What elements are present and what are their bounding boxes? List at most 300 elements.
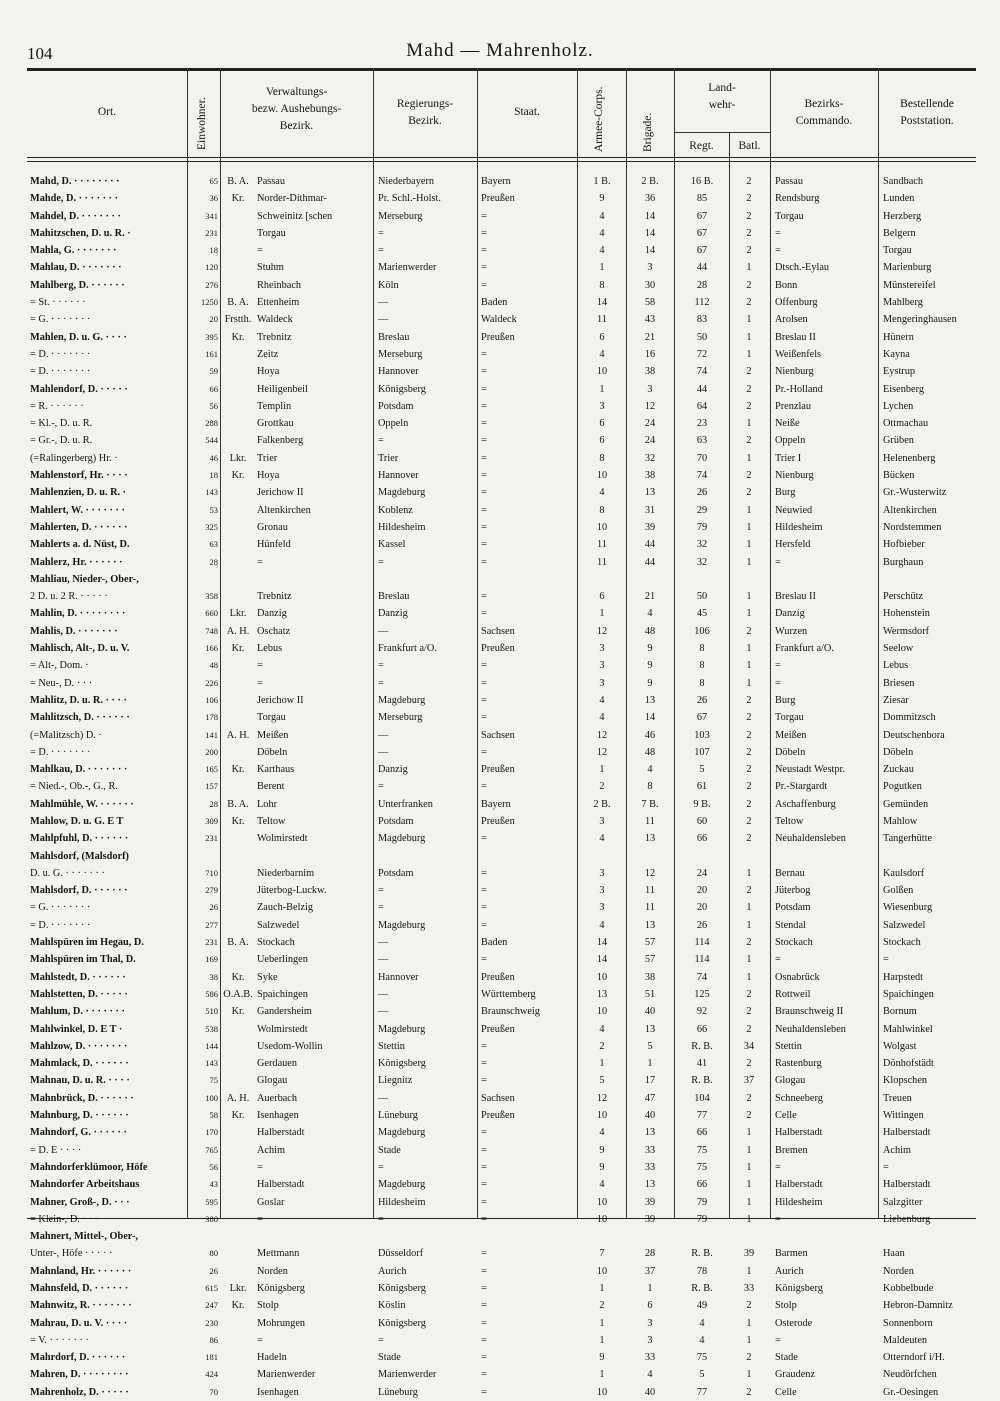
place-name-cell: Mahlerz, Hr. · · · · · · bbox=[30, 556, 123, 568]
government-district-cell: Hannover bbox=[378, 971, 419, 983]
landwehr-battalion-cell: 1 bbox=[746, 971, 752, 983]
place-name-cell: = St. · · · · · · bbox=[30, 297, 86, 309]
admin-district-cell: Gronau bbox=[257, 521, 288, 533]
army-corps-cell: 6 bbox=[599, 331, 605, 343]
admin-district-cell: Spaichingen bbox=[257, 988, 308, 1000]
brigade-cell: 9 bbox=[647, 643, 653, 655]
post-station-cell: Klopschen bbox=[883, 1075, 928, 1087]
population-cell: 231 bbox=[205, 937, 218, 948]
army-corps-cell: 1 bbox=[599, 1058, 605, 1070]
population-cell: 615 bbox=[205, 1283, 218, 1293]
post-station-cell: Altenkirchen bbox=[883, 504, 937, 516]
admin-district-cell: Norden bbox=[257, 1265, 288, 1277]
place-name-cell: = D. · · · · · · · bbox=[30, 919, 91, 931]
post-station-cell: Hünern bbox=[883, 331, 914, 343]
district-command-cell: Jüterbog bbox=[775, 885, 811, 897]
post-station-cell: Maldeuten bbox=[883, 1334, 928, 1346]
state-cell: = bbox=[481, 435, 487, 447]
post-station-cell: Lebus bbox=[883, 660, 909, 672]
table-row bbox=[0, 727, 1000, 744]
army-corps-cell: 6 bbox=[599, 418, 605, 430]
table-row bbox=[0, 294, 1000, 311]
population-cell: 161 bbox=[205, 348, 218, 359]
government-district-cell: — bbox=[378, 1092, 389, 1104]
government-district-cell: Stettin bbox=[378, 1040, 405, 1052]
state-cell: = bbox=[481, 539, 487, 551]
header-einwohner: Einwohner. bbox=[196, 97, 208, 150]
admin-district-cell: Isenhagen bbox=[257, 1386, 299, 1398]
header-verwaltung-line-2: bezw. Aushebungs- bbox=[251, 103, 342, 115]
admin-type-cell: Lkr. bbox=[229, 452, 247, 464]
landwehr-battalion-cell: 2 bbox=[746, 833, 752, 845]
government-district-cell: = bbox=[378, 1161, 384, 1173]
post-station-cell: Wermsdorf bbox=[883, 625, 930, 637]
brigade-cell: 37 bbox=[644, 1265, 656, 1277]
population-cell: 341 bbox=[205, 210, 218, 221]
brigade-cell: 4 bbox=[647, 608, 653, 620]
landwehr-battalion-cell: 2 bbox=[746, 400, 752, 412]
header-bezirks-line-1: Bezirks- bbox=[804, 98, 844, 110]
population-cell: 38 bbox=[209, 971, 218, 982]
brigade-cell: 1 bbox=[647, 1058, 653, 1070]
population-cell: 65 bbox=[209, 176, 218, 186]
army-corps-cell: 10 bbox=[596, 521, 608, 533]
government-district-cell: Unterfranken bbox=[378, 798, 433, 810]
header-landwehr-line-2: wehr- bbox=[708, 99, 736, 111]
table-row bbox=[0, 796, 1000, 813]
admin-district-cell: = bbox=[257, 1161, 263, 1173]
table-row bbox=[0, 432, 1000, 449]
government-district-cell: = bbox=[378, 1334, 384, 1346]
admin-district-cell: Mettmann bbox=[257, 1248, 300, 1260]
population-cell: 56 bbox=[209, 1161, 218, 1172]
table-row bbox=[0, 1245, 1000, 1262]
army-corps-cell: 1 bbox=[599, 262, 605, 274]
table-row bbox=[0, 761, 1000, 778]
post-station-cell: Otterndorf i/H. bbox=[883, 1352, 945, 1364]
government-district-cell: Magdeburg bbox=[378, 1127, 426, 1139]
population-cell: 309 bbox=[205, 815, 218, 826]
post-station-cell: Perschütz bbox=[883, 591, 924, 603]
army-corps-cell: 14 bbox=[596, 297, 608, 309]
district-command-cell: Stade bbox=[775, 1352, 798, 1364]
army-corps-cell: 12 bbox=[596, 746, 608, 758]
admin-type-cell: B. A. bbox=[227, 798, 249, 810]
place-name-cell: Mahlerts a. d. Nüst, D. bbox=[30, 539, 130, 551]
brigade-cell: 39 bbox=[644, 521, 656, 533]
place-name-cell: Mahlkau, D. · · · · · · · bbox=[30, 764, 128, 776]
post-station-cell: Dommitzsch bbox=[883, 712, 936, 724]
place-name-cell: Mahndorf, G. · · · · · · bbox=[30, 1127, 127, 1139]
state-cell: = bbox=[481, 383, 487, 395]
army-corps-cell: 1 bbox=[599, 764, 605, 776]
landwehr-battalion-cell: 1 bbox=[746, 1213, 752, 1225]
army-corps-cell: 4 bbox=[599, 712, 605, 724]
landwehr-sub-rule bbox=[674, 132, 770, 133]
table-row bbox=[0, 640, 1000, 657]
admin-district-cell: Halberstadt bbox=[257, 1127, 305, 1139]
population-cell: 75 bbox=[209, 1075, 218, 1086]
post-station-cell: Norden bbox=[883, 1265, 914, 1277]
brigade-cell: 47 bbox=[644, 1092, 656, 1104]
district-command-cell: Rottweil bbox=[775, 988, 811, 1000]
table-row bbox=[0, 1090, 1000, 1107]
army-corps-cell: 4 bbox=[599, 919, 605, 931]
admin-type-cell: O.A.B. bbox=[223, 988, 253, 1000]
brigade-cell: 31 bbox=[644, 504, 656, 516]
brigade-cell: 57 bbox=[644, 937, 656, 949]
district-command-cell: Bremen bbox=[775, 1144, 808, 1156]
table-row bbox=[0, 588, 1000, 605]
state-cell: = bbox=[481, 1144, 487, 1156]
population-cell: 166 bbox=[205, 643, 218, 654]
admin-district-cell: = bbox=[257, 1334, 263, 1346]
landwehr-battalion-cell: 2 bbox=[746, 1006, 752, 1018]
landwehr-battalion-cell: 2 bbox=[746, 1352, 752, 1364]
population-cell: 165 bbox=[205, 764, 218, 775]
post-station-cell: Golßen bbox=[883, 885, 914, 897]
army-corps-cell: 1 bbox=[599, 383, 605, 395]
state-cell: = bbox=[481, 677, 487, 689]
admin-district-cell: Stolp bbox=[257, 1300, 279, 1312]
landwehr-regiment-cell: 67 bbox=[696, 210, 708, 222]
state-cell: = bbox=[481, 1040, 487, 1052]
government-district-cell: = bbox=[378, 435, 384, 447]
government-district-cell: Breslau bbox=[378, 591, 410, 603]
place-name-cell: = Neu-, D. · · · bbox=[30, 677, 93, 689]
state-cell: Württemberg bbox=[481, 988, 536, 1000]
government-district-cell: Danzig bbox=[378, 608, 408, 620]
population-cell: 544 bbox=[205, 435, 218, 446]
table-row bbox=[0, 208, 1000, 225]
admin-district-cell: Norder-Dithmar- bbox=[257, 193, 327, 205]
brigade-cell: 14 bbox=[644, 227, 656, 239]
admin-type-cell: Lkr. bbox=[229, 1283, 247, 1294]
post-station-cell: Deutschenbora bbox=[883, 729, 945, 741]
place-name-cell: Mahnsfeld, D. · · · · · · bbox=[30, 1283, 129, 1294]
district-command-cell: Braunschweig II bbox=[775, 1006, 844, 1018]
population-cell: 53 bbox=[209, 504, 218, 515]
district-command-cell: Pr.-Holland bbox=[775, 383, 823, 395]
state-cell: = bbox=[481, 781, 487, 793]
landwehr-battalion-cell: 1 bbox=[746, 348, 752, 360]
admin-district-cell: Hoya bbox=[257, 366, 280, 378]
brigade-cell: 33 bbox=[644, 1352, 656, 1364]
post-station-cell: Salzgitter bbox=[883, 1196, 923, 1208]
army-corps-cell: 4 bbox=[599, 227, 605, 239]
header-rule bbox=[27, 157, 976, 158]
admin-district-cell: Grottkau bbox=[257, 418, 294, 430]
post-station-cell: Ziesar bbox=[883, 694, 909, 706]
landwehr-battalion-cell: 1 bbox=[746, 539, 752, 551]
table-row bbox=[0, 969, 1000, 986]
top-rule bbox=[27, 68, 976, 71]
government-district-cell: Danzig bbox=[378, 764, 408, 776]
state-cell: = bbox=[481, 400, 487, 412]
place-name-cell: = D. E · · · · bbox=[30, 1144, 82, 1156]
district-command-cell: Torgau bbox=[775, 712, 804, 724]
place-name-cell: (=Malitzsch) D. · bbox=[30, 729, 102, 741]
table-row bbox=[0, 242, 1000, 259]
brigade-cell: 5 bbox=[647, 1040, 653, 1052]
table-row bbox=[0, 882, 1000, 899]
header-regt: Regt. bbox=[689, 140, 714, 152]
government-district-cell: Aurich bbox=[378, 1265, 407, 1277]
table-row bbox=[0, 173, 1000, 190]
landwehr-battalion-cell: 1 bbox=[746, 643, 752, 655]
landwehr-regiment-cell: 66 bbox=[696, 1179, 708, 1191]
army-corps-cell: 4 bbox=[599, 487, 605, 499]
post-station-cell: = bbox=[883, 1161, 889, 1173]
place-name-cell: Mahlis, D. · · · · · · · bbox=[30, 625, 118, 637]
table-row bbox=[0, 398, 1000, 415]
brigade-cell: 6 bbox=[647, 1300, 653, 1312]
government-district-cell: Pr. Schl.-Holst. bbox=[378, 193, 441, 205]
landwehr-battalion-cell: 1 bbox=[746, 314, 752, 326]
landwehr-regiment-cell: 45 bbox=[696, 608, 708, 620]
post-station-cell: Hofbieber bbox=[883, 539, 925, 551]
government-district-cell: Potsdam bbox=[378, 867, 414, 879]
landwehr-battalion-cell: 2 bbox=[746, 227, 752, 239]
table-row bbox=[0, 1280, 1000, 1297]
landwehr-regiment-cell: 24 bbox=[696, 867, 708, 879]
landwehr-regiment-cell: 107 bbox=[694, 746, 710, 758]
brigade-cell: 21 bbox=[644, 591, 656, 603]
landwehr-regiment-cell: 66 bbox=[696, 1023, 708, 1035]
population-cell: 538 bbox=[205, 1023, 218, 1034]
population-cell: 106 bbox=[205, 694, 218, 705]
landwehr-regiment-cell: 60 bbox=[696, 815, 708, 827]
place-name-cell: D. u. G. · · · · · · · bbox=[30, 867, 105, 879]
state-cell: = bbox=[481, 1248, 487, 1260]
table-row bbox=[0, 311, 1000, 328]
place-name-cell: Mahrau, D. u. V. · · · · bbox=[30, 1317, 128, 1329]
district-command-cell: Graudenz bbox=[775, 1369, 816, 1381]
state-cell: = bbox=[481, 1196, 487, 1208]
admin-district-cell: Ueberlingen bbox=[257, 954, 308, 966]
district-command-cell: = bbox=[775, 1213, 781, 1225]
post-station-cell: Nordstemmen bbox=[883, 521, 942, 533]
brigade-cell: 13 bbox=[644, 1179, 656, 1191]
government-district-cell: — bbox=[378, 746, 389, 758]
landwehr-battalion-cell: 2 bbox=[746, 712, 752, 724]
table-row bbox=[0, 830, 1000, 847]
place-name-cell: = G. · · · · · · · bbox=[30, 314, 91, 326]
post-station-cell: Mahlwinkel bbox=[883, 1023, 933, 1035]
district-command-cell: Stolp bbox=[775, 1300, 797, 1312]
header-rule-double bbox=[27, 161, 976, 162]
place-name-cell: Mahlwinkel, D. E T · bbox=[30, 1023, 123, 1035]
header-landwehr-line-1: Land- bbox=[708, 82, 736, 94]
population-cell: 288 bbox=[205, 418, 218, 429]
state-cell: = bbox=[481, 591, 487, 603]
place-name-cell: = V. · · · · · · · bbox=[30, 1334, 89, 1346]
brigade-cell: 13 bbox=[644, 1023, 656, 1035]
state-cell: = bbox=[481, 452, 487, 464]
post-station-cell: Treuen bbox=[883, 1092, 912, 1104]
landwehr-battalion-cell: 1 bbox=[746, 1127, 752, 1139]
landwehr-battalion-cell: 2 bbox=[746, 937, 752, 949]
government-district-cell: = bbox=[378, 677, 384, 689]
district-command-cell: Hildesheim bbox=[775, 1196, 823, 1208]
population-cell: 56 bbox=[209, 400, 218, 411]
table-row bbox=[0, 1211, 1000, 1228]
post-station-cell: Mahlow bbox=[883, 815, 918, 827]
landwehr-regiment-cell: 74 bbox=[696, 971, 708, 983]
landwehr-regiment-cell: 8 bbox=[699, 677, 705, 689]
header-landwehr bbox=[674, 80, 770, 114]
landwehr-battalion-cell: 2 bbox=[746, 297, 752, 309]
district-command-cell: Teltow bbox=[775, 815, 804, 827]
admin-type-cell: Kr. bbox=[231, 193, 245, 205]
admin-type-cell: B. A. bbox=[227, 937, 249, 949]
place-name-cell: Mahlberg, D. · · · · · · bbox=[30, 279, 125, 291]
brigade-cell: 13 bbox=[644, 487, 656, 499]
army-corps-cell: 10 bbox=[596, 1265, 608, 1277]
brigade-cell: 38 bbox=[644, 366, 656, 378]
landwehr-battalion-cell: 2 bbox=[746, 245, 752, 257]
district-command-cell: Aschaffenburg bbox=[775, 798, 836, 810]
admin-type-cell: Kr. bbox=[231, 470, 245, 482]
table-row bbox=[0, 467, 1000, 484]
post-station-cell: Münstereifel bbox=[883, 279, 936, 291]
district-command-cell: Rastenburg bbox=[775, 1058, 822, 1070]
state-cell: Baden bbox=[481, 297, 508, 309]
table-row bbox=[0, 1159, 1000, 1176]
brigade-cell: 46 bbox=[644, 729, 656, 741]
landwehr-regiment-cell: 77 bbox=[696, 1386, 708, 1398]
government-district-cell: Düsseldorf bbox=[378, 1248, 424, 1260]
admin-district-cell: Salzwedel bbox=[257, 919, 300, 931]
landwehr-regiment-cell: 49 bbox=[696, 1300, 708, 1312]
population-cell: 660 bbox=[205, 608, 218, 619]
army-corps-cell: 4 bbox=[599, 1127, 605, 1139]
brigade-cell: 3 bbox=[647, 1317, 653, 1329]
place-name-cell: Mahitzschen, D. u. R. · bbox=[30, 227, 131, 239]
brigade-cell: 39 bbox=[644, 1213, 656, 1225]
population-cell: 26 bbox=[209, 1265, 218, 1276]
state-cell: = bbox=[481, 712, 487, 724]
landwehr-regiment-cell: 28 bbox=[696, 279, 708, 291]
state-cell: Preußen bbox=[481, 764, 515, 776]
army-corps-cell: 6 bbox=[599, 435, 605, 447]
state-cell: Bayern bbox=[481, 798, 511, 810]
landwehr-regiment-cell: 41 bbox=[696, 1058, 708, 1070]
brigade-cell: 12 bbox=[644, 867, 656, 879]
district-command-cell: Stockach bbox=[775, 937, 813, 949]
state-cell: = bbox=[481, 1352, 487, 1364]
district-command-cell: Celle bbox=[775, 1386, 797, 1398]
population-cell: 230 bbox=[205, 1317, 218, 1328]
army-corps-cell: 10 bbox=[596, 1196, 608, 1208]
table-row bbox=[0, 1366, 1000, 1383]
government-district-cell: = bbox=[378, 885, 384, 897]
brigade-cell: 14 bbox=[644, 712, 656, 724]
table-row bbox=[0, 692, 1000, 709]
admin-district-cell: Hoya bbox=[257, 470, 280, 482]
admin-district-cell: Isenhagen bbox=[257, 1110, 299, 1122]
government-district-cell: = bbox=[378, 556, 384, 568]
state-cell: Sachsen bbox=[481, 729, 515, 741]
table-row bbox=[0, 346, 1000, 363]
post-station-cell: Spaichingen bbox=[883, 988, 934, 1000]
landwehr-battalion-cell: 2 bbox=[746, 815, 752, 827]
landwehr-battalion-cell: 39 bbox=[743, 1248, 755, 1260]
place-name-cell: = D. · · · · · · · bbox=[30, 348, 91, 360]
state-cell: = bbox=[481, 487, 487, 499]
population-cell: 59 bbox=[209, 366, 218, 377]
district-command-cell: = bbox=[775, 1334, 781, 1346]
army-corps-cell: 6 bbox=[599, 591, 605, 603]
army-corps-cell: 3 bbox=[599, 643, 605, 655]
landwehr-battalion-cell: 2 bbox=[746, 193, 752, 205]
place-name-cell: Mahnwitz, R. · · · · · · · bbox=[30, 1300, 132, 1312]
army-corps-cell: 11 bbox=[597, 314, 607, 326]
government-district-cell: Koblenz bbox=[378, 504, 413, 516]
admin-district-cell: Niederbarnim bbox=[257, 867, 315, 879]
district-command-cell: Oppeln bbox=[775, 435, 806, 447]
landwehr-regiment-cell: 16 B. bbox=[690, 176, 714, 187]
army-corps-cell: 8 bbox=[599, 504, 605, 516]
admin-district-cell: Torgau bbox=[257, 712, 286, 724]
population-cell: 748 bbox=[205, 625, 218, 636]
state-cell: = bbox=[481, 1213, 487, 1225]
army-corps-cell: 3 bbox=[599, 677, 605, 689]
government-district-cell: Frankfurt a/O. bbox=[378, 643, 437, 655]
landwehr-battalion-cell: 1 bbox=[746, 902, 752, 914]
table-row bbox=[0, 1332, 1000, 1349]
population-cell: 595 bbox=[205, 1196, 218, 1207]
government-district-cell: Marienwerder bbox=[378, 262, 437, 274]
admin-district-cell: Trebnitz bbox=[257, 331, 292, 343]
landwehr-regiment-cell: 75 bbox=[696, 1144, 708, 1156]
government-district-cell: Königsberg bbox=[378, 1317, 426, 1329]
admin-type-cell: Kr. bbox=[231, 815, 245, 827]
army-corps-cell: 10 bbox=[596, 470, 608, 482]
state-cell: = bbox=[481, 902, 487, 914]
district-command-cell: = bbox=[775, 556, 781, 568]
post-station-cell: Neudörfchen bbox=[883, 1369, 937, 1381]
district-command-cell: = bbox=[775, 660, 781, 672]
population-cell: 143 bbox=[205, 1058, 218, 1069]
population-cell: 765 bbox=[205, 1144, 218, 1155]
population-cell: 380 bbox=[205, 1213, 218, 1224]
table-row bbox=[0, 363, 1000, 380]
landwehr-regiment-cell: R. B. bbox=[691, 1248, 713, 1260]
government-district-cell: Trier bbox=[378, 452, 399, 464]
landwehr-regiment-cell: 23 bbox=[696, 418, 708, 430]
population-cell: 70 bbox=[209, 1386, 218, 1397]
post-station-cell: Eystrup bbox=[883, 366, 916, 378]
page-title: Mahd — Mahrenholz. bbox=[406, 40, 594, 61]
place-name-cell: Mahlspüren im Thal, D. bbox=[30, 954, 136, 966]
table-row bbox=[0, 899, 1000, 916]
post-station-cell: Lunden bbox=[883, 193, 915, 205]
post-station-cell: Pogutken bbox=[883, 781, 922, 793]
place-name-cell: Mahlspüren im Hegau, D. bbox=[30, 937, 144, 949]
district-command-cell: Osnabrück bbox=[775, 971, 820, 983]
army-corps-cell: 4 bbox=[599, 348, 605, 360]
landwehr-battalion-cell: 2 bbox=[746, 988, 752, 1000]
government-district-cell: — bbox=[378, 988, 389, 1000]
population-cell: 358 bbox=[205, 591, 218, 602]
landwehr-battalion-cell: 2 bbox=[746, 1386, 752, 1398]
brigade-cell: 3 bbox=[647, 383, 653, 395]
place-name-cell: Mahlert, W. · · · · · · · bbox=[30, 504, 125, 516]
army-corps-cell: 3 bbox=[599, 885, 605, 897]
admin-district-cell: Hünfeld bbox=[257, 539, 291, 551]
post-station-cell: Lychen bbox=[883, 400, 914, 412]
